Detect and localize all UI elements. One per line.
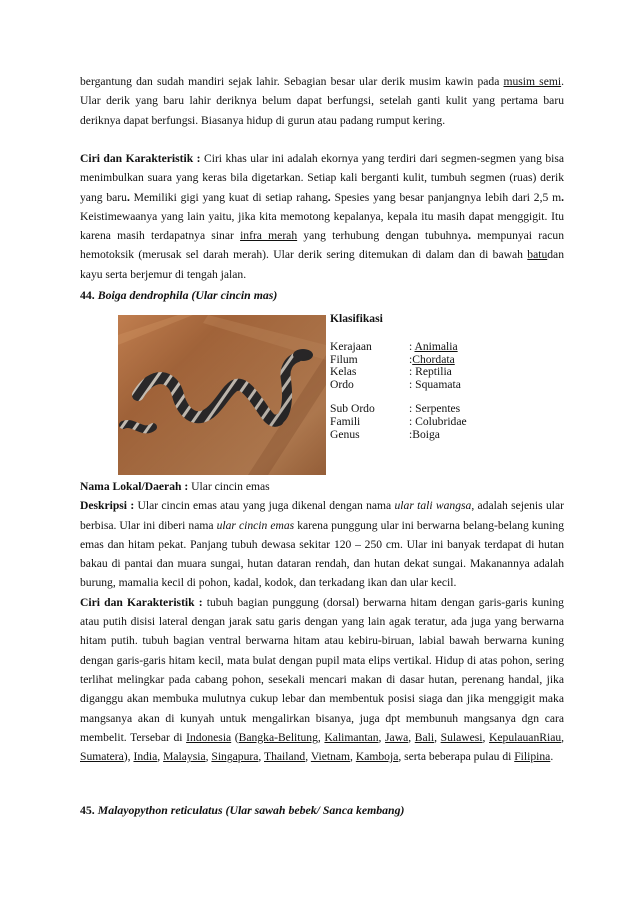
ciri-text: mempunyai racun hemotoksik (merusak sel darah merah). Ular derik sering ditemukan di dalam dan di bawah bbox=[80, 229, 564, 262]
intro-text-1: bergantung dan sudah mandiri sejak lahir. Sebagian besar ular derik musim kawin pada bbox=[80, 75, 504, 88]
klasifikasi-colon: : bbox=[409, 339, 415, 353]
intro-text-2: . Ular derik yang baru lahir deriknya belum dapat berfungsi, setelah ganti kulit yang pertama baru deriknya dapat berfungsi. Biasanya hidup di gurun atau padang rumput kering. bbox=[80, 75, 564, 127]
klasifikasi-label: Famili bbox=[330, 414, 361, 428]
section-45-number: 45. bbox=[80, 803, 95, 817]
ciri-dot: . bbox=[468, 229, 472, 243]
separator: , bbox=[434, 730, 441, 744]
ciri-label: Ciri dan Karakteristik : bbox=[80, 152, 201, 165]
klasifikasi-label: Sub Ordo bbox=[330, 401, 375, 415]
bangka-belitung-link[interactable]: Bangka-Belitung bbox=[238, 730, 318, 744]
snake-photo bbox=[118, 315, 326, 475]
deskripsi-label: Deskripsi : bbox=[80, 499, 135, 513]
separator: , bbox=[258, 750, 264, 764]
section-44-heading bbox=[80, 286, 564, 305]
ciri-dot: . bbox=[561, 190, 564, 204]
klasifikasi-value-text: Serpentes bbox=[415, 401, 461, 415]
klasifikasi-value-text[interactable]: Chordata bbox=[412, 352, 455, 366]
klasifikasi-colon: : bbox=[409, 378, 416, 392]
klasifikasi-colon: : bbox=[409, 365, 416, 379]
ciri-text: tubuh bagian punggung (dorsal) berwarna hitam dengan garis-garis kuning atau putih disisi lateral dengan jarak satu garis dengan yang lain agak teratur, ada juga yang berwarna hitam putih. tubuh bagian ventral berwarna hitam atau kebiru-biruan, labial bawah berwarna kuning dengan garis-garis hitam kecil, mata bulat dengan pupil mata elips vertikal. Hidup di atas pohon, sering terlihat melingkar pada cabang pohon, sesekali mencari makan di dasar hutan, perenang handal, jika diganggu akan membuka mulutnya cukup lebar dan membentuk posisi siaga dan jika menggigit maka mangsanya akan di kunyah untuk mengalirkan bisanya, juga dpt membunuh mangsanya dgn cara membelit. Tersebar di bbox=[80, 595, 564, 744]
kalimantan-link[interactable]: Kalimantan bbox=[324, 730, 379, 744]
separator: , bbox=[350, 750, 356, 764]
separator: ), bbox=[123, 750, 134, 764]
klasifikasi-colon: : bbox=[409, 401, 416, 415]
ciri-paragraph-44 bbox=[80, 593, 564, 767]
kepulauan-riau-link[interactable]: KepulauanRiau bbox=[489, 730, 562, 744]
nama-lokal-label: Nama Lokal/Daerah : bbox=[80, 480, 189, 493]
separator: , bbox=[205, 750, 212, 764]
ciri-text: , serta beberapa pulau di bbox=[398, 750, 515, 764]
klasifikasi-label: Genus bbox=[330, 427, 360, 441]
section-44-species: Boiga dendrophila (Ular cincin mas) bbox=[94, 288, 278, 302]
thailand-link[interactable]: Thailand bbox=[264, 750, 306, 764]
klasifikasi-rows-b bbox=[330, 403, 565, 441]
klasifikasi-row bbox=[330, 379, 565, 392]
ciri-text: Memiliki gigi yang kuat di setiap rahang bbox=[129, 190, 328, 204]
ciri-text: yang terhubung dengan tubuhnya bbox=[297, 229, 469, 243]
ciri-text: Spesies yang besar panjangnya lebih dari 2,5 m bbox=[330, 190, 562, 204]
ciri-dot: . bbox=[327, 190, 331, 204]
separator: , bbox=[408, 730, 415, 744]
klasifikasi-row bbox=[330, 416, 565, 429]
deskripsi-italic: ular tali wangsa bbox=[394, 499, 472, 513]
bali-link[interactable]: Bali bbox=[414, 730, 435, 744]
klasifikasi-colon: : bbox=[409, 352, 413, 366]
klasifikasi-value-text: Colubridae bbox=[415, 414, 467, 428]
ciri-text: Ciri khas ular ini adalah ekornya yang terdiri dari segmen-segmen yang bisa menimbulkan suara yang keras bila digetarkan. Setiap kali berganti kulit, tumbuh segmen (ruas) derik yang baru bbox=[80, 152, 564, 204]
separator: , bbox=[482, 730, 490, 744]
separator: . bbox=[550, 750, 554, 764]
ciri-dot: . bbox=[126, 190, 130, 204]
klasifikasi-value-text: Reptilia bbox=[415, 365, 452, 379]
klasifikasi-value-text: Boiga bbox=[412, 427, 440, 441]
india-link[interactable]: India bbox=[133, 750, 158, 764]
deskripsi-text: , adalah sejenis ular berbisa. Ular ini diberi nama bbox=[80, 499, 564, 532]
klasifikasi-rows-a bbox=[330, 341, 565, 392]
klasifikasi-value-text: Squamata bbox=[415, 378, 461, 392]
klasifikasi-value bbox=[409, 429, 565, 442]
deskripsi-paragraph bbox=[80, 496, 564, 592]
musim-semi-link[interactable]: musim semi bbox=[503, 75, 562, 88]
malaysia-link[interactable]: Malaysia bbox=[163, 750, 206, 764]
nama-lokal-value: Ular cincin emas bbox=[188, 480, 270, 493]
batu-link[interactable]: batu bbox=[527, 248, 548, 262]
singapura-link[interactable]: Singapura bbox=[211, 750, 259, 764]
separator: ( bbox=[231, 730, 239, 744]
klasifikasi-label: Ordo bbox=[330, 378, 354, 392]
ciri-label: Ciri dan Karakteristik : bbox=[80, 595, 203, 609]
boiga-dendrophila-image bbox=[118, 315, 326, 475]
separator: , bbox=[378, 730, 386, 744]
klasifikasi-label: Kelas bbox=[330, 365, 357, 379]
section-45-species: Malayopython reticulatus (Ular sawah bebek/ Sanca kembang) bbox=[94, 803, 405, 817]
sumatera-link[interactable]: Sumatera bbox=[80, 750, 124, 764]
klasifikasi-row bbox=[330, 429, 565, 442]
section-44-number: 44. bbox=[80, 288, 95, 302]
nama-lokal-line bbox=[80, 477, 564, 496]
sulawesi-link[interactable]: Sulawesi bbox=[440, 730, 483, 744]
jawa-link[interactable]: Jawa bbox=[385, 730, 409, 744]
ciri-text: dan kayu serta berjemur di tengah jalan. bbox=[80, 248, 564, 281]
infra-merah-link[interactable]: infra merah bbox=[240, 229, 298, 243]
deskripsi-text: karena punggung ular ini berwarna belang-belang kuning emas dan hitam pekat. Panjang tubuh dewasa sekitar 120 – 250 cm. Ular ini banyak terdapat di hutan bakau di pantai dan muara sungai, hutan dataran rendah, dan hutan dekat sungai. Makanannya adalah burung, mamalia kecil di pohon, kadal, kodok, dan terkadang ikan dan ular kecil. bbox=[80, 518, 565, 590]
klasifikasi-block bbox=[330, 313, 565, 453]
intro-paragraph bbox=[80, 72, 564, 130]
klasifikasi-colon: : bbox=[409, 427, 413, 441]
filipina-link[interactable]: Filipina bbox=[514, 750, 551, 764]
klasifikasi-label: Kerajaan bbox=[330, 339, 372, 353]
klasifikasi-title: Klasifikasi bbox=[330, 313, 383, 325]
separator: , bbox=[157, 750, 164, 764]
separator: , bbox=[317, 730, 325, 744]
details-44 bbox=[80, 477, 564, 766]
ciri-paragraph-43 bbox=[80, 149, 564, 284]
kamboja-link[interactable]: Kamboja bbox=[355, 750, 399, 764]
separator: , bbox=[561, 730, 565, 744]
deskripsi-italic: ular cincin emas bbox=[216, 518, 295, 532]
klasifikasi-value bbox=[409, 379, 565, 392]
klasifikasi-label: Filum bbox=[330, 352, 358, 366]
separator: , bbox=[305, 750, 311, 764]
deskripsi-text: Ular cincin emas atau yang juga dikenal dengan nama bbox=[134, 499, 395, 513]
klasifikasi-value-text[interactable]: Animalia bbox=[414, 339, 458, 353]
ciri-text: Keistimewaanya yang lain yaitu, jika kita memotong kepalanya, kepala itu masih dapat menggigit. Itu karena masih terdapatnya sinar bbox=[80, 209, 564, 243]
vietnam-link[interactable]: Vietnam bbox=[310, 750, 351, 764]
section-45-heading bbox=[80, 801, 564, 820]
klasifikasi-colon: : bbox=[409, 414, 416, 428]
indonesia-link[interactable]: Indonesia bbox=[186, 730, 232, 744]
